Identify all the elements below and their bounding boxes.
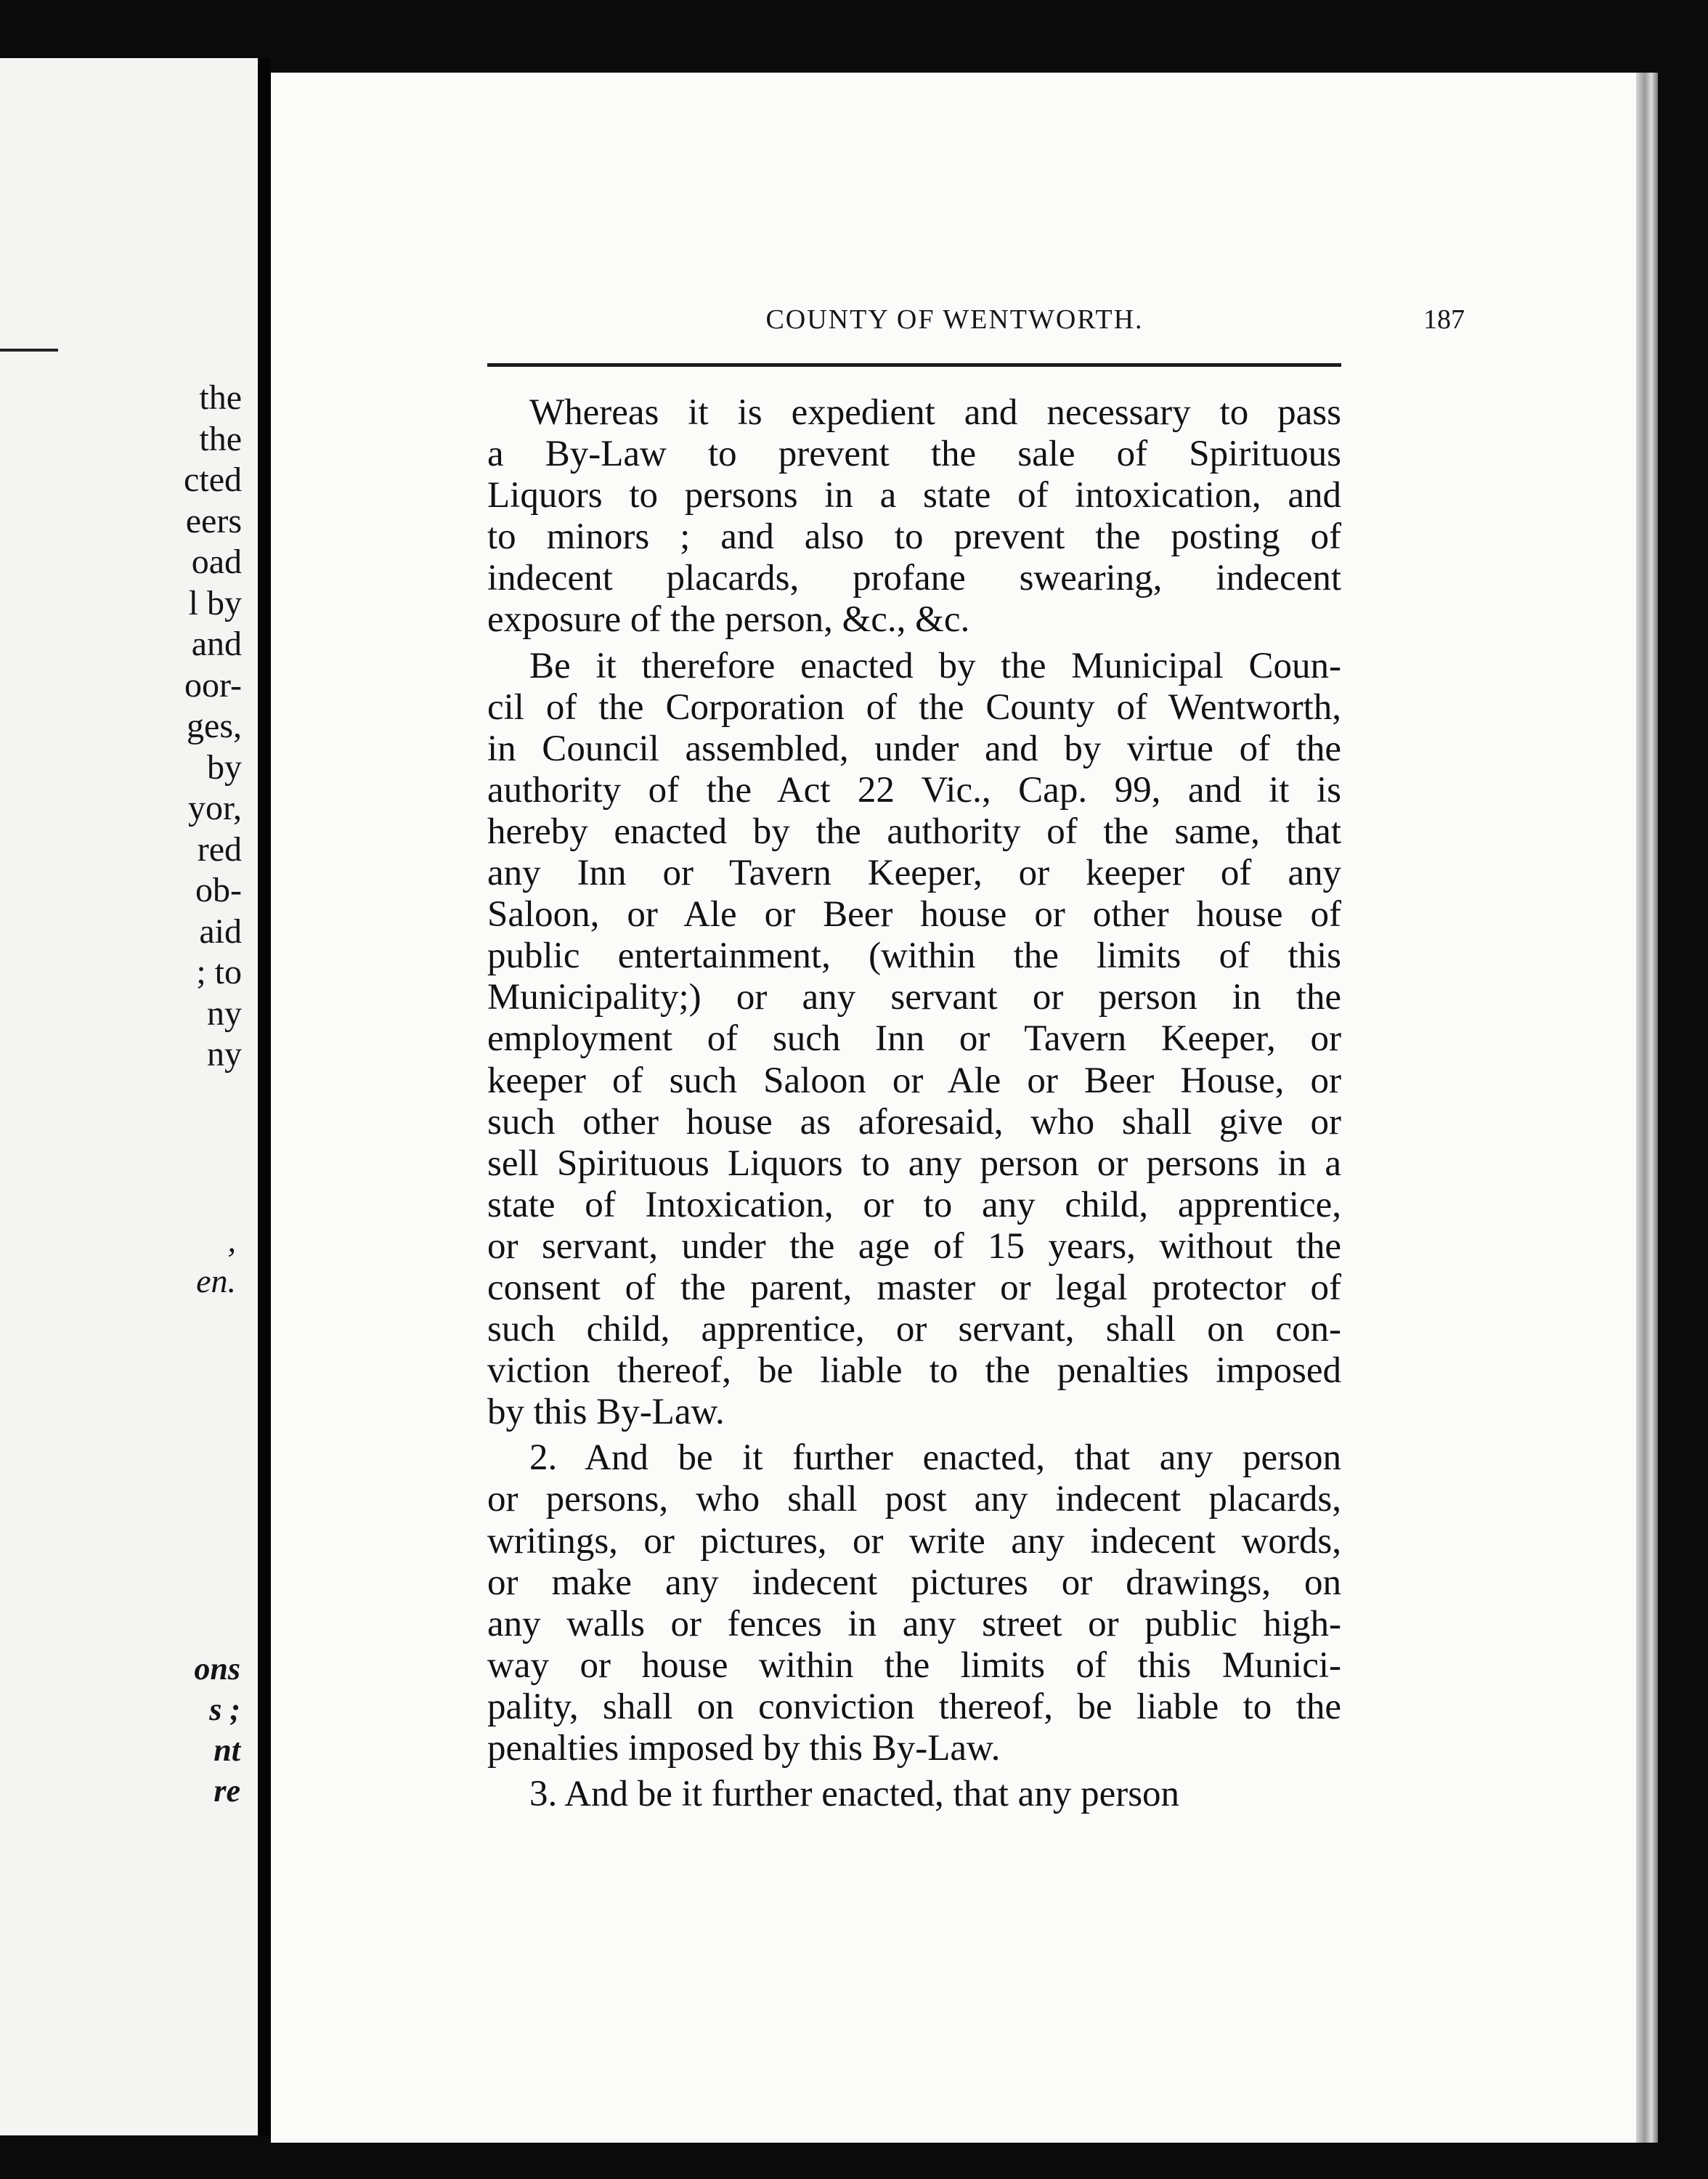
text-line: way or house within the limits of this Munici- [487,1644,1341,1686]
paragraph [487,646,1341,1434]
text-line: by this By-Law. [487,1392,725,1433]
running-head: COUNTY OF WENTWORTH. [765,304,1144,335]
left-page-italic-fragment: s ; [209,1692,240,1727]
text-line: Municipality;) or any servant or person in the [487,977,1341,1018]
header-rule [487,363,1341,367]
text-line: or make any indecent pictures or drawings, on [487,1562,1341,1603]
text-line: in Council assembled, under and by virtue of the [487,728,1341,769]
left-page-line-fragment: by [207,747,242,787]
left-page-text-fragments [184,378,242,1076]
text-line: keeper of such Saloon or Ale or Beer House, or [487,1060,1341,1101]
left-page-italic-fragment: ons [194,1651,240,1687]
body-text [487,392,1341,1815]
text-line: employment of such Inn or Tavern Keeper, or [487,1018,1341,1060]
left-page-italic-fragment: re [214,1773,240,1809]
left-page-italic-fragment: nt [214,1732,240,1768]
text-line: or persons, who shall post any indecent placards, [487,1479,1341,1520]
text-line: hereby enacted by the authority of the same, that [487,811,1341,852]
text-line: Whereas it is expedient and necessary to pass [529,392,1341,433]
text-line: viction thereof, be liable to the penalties imposed [487,1350,1341,1392]
page-edge [1636,73,1658,2143]
right-page [271,73,1639,2143]
left-page-line-fragment: l by [188,583,242,622]
text-line: Saloon, or Ale or Beer house or other house of [487,894,1341,936]
left-page-signature-fragment: , [227,1222,236,1259]
left-page-line-fragment: ny [207,1035,242,1074]
paragraph [487,1774,1341,1815]
page-number: 187 [1423,304,1465,335]
left-page-line-fragment: cted [184,460,242,499]
text-line: Be it therefore enacted by the Municipal Coun- [529,645,1341,686]
left-page-line-fragment: ges, [187,707,242,745]
left-page-line-fragment: the [199,419,242,458]
text-line: public entertainment, (within the limits of this [487,936,1341,977]
text-line: such child, apprentice, or servant, shall on con- [487,1309,1341,1350]
text-line: sell Spirituous Liquors to any person or persons in a [487,1143,1341,1184]
text-line: consent of the parent, master or legal protector of [487,1267,1341,1308]
text-line: penalties imposed by this By-Law. [487,1728,1001,1769]
left-page-line-fragment: ; to [196,953,242,991]
left-page-line-fragment: aid [199,912,242,951]
paragraph [487,392,1341,641]
left-page-line-fragment: oor- [184,665,242,705]
text-line: cil of the Corporation of the County of Wentworth, [487,686,1341,728]
text-line: indecent placards, profane swearing, indecent [487,558,1341,599]
left-facing-page [0,58,258,2135]
left-page-signature-fragments [196,1220,236,1302]
paragraph [487,1437,1341,1769]
page-header [477,299,1566,350]
left-page-line-fragment: ny [207,994,242,1033]
text-line: pality, shall on conviction thereof, be liable to the [487,1686,1341,1727]
left-page-line-fragment: ob- [195,871,242,909]
text-line: or servant, under the age of 15 years, without the [487,1225,1341,1267]
text-line: exposure of the person, &c., &c. [487,599,970,641]
left-page-italic-fragments [194,1649,240,1811]
text-line: such other house as aforesaid, who shall give or [487,1101,1341,1143]
text-line: 2. And be it further enacted, that any person [529,1437,1341,1479]
left-page-rule [0,349,58,352]
left-page-line-fragment: eers [185,501,242,540]
text-line: state of Intoxication, or to any child, apprentice, [487,1184,1341,1225]
text-line: to minors ; and also to prevent the posting of [487,516,1341,558]
text-line: any Inn or Tavern Keeper, or keeper of any [487,853,1341,894]
text-line: writings, or pictures, or write any indecent words, [487,1520,1341,1562]
book-gutter [258,58,271,2135]
left-page-line-fragment: red [197,829,242,869]
text-line: Liquors to persons in a state of intoxication, and [487,475,1341,516]
left-page-line-fragment: oad [191,543,242,581]
left-page-signature-fragment: en. [196,1262,236,1299]
text-line: 3. And be it further enacted, that any person [529,1774,1180,1815]
text-line: a By-Law to prevent the sale of Spirituous [487,434,1341,475]
text-line: any walls or fences in any street or public high- [487,1603,1341,1644]
left-page-line-fragment: the [199,378,242,417]
left-page-line-fragment: yor, [187,789,242,827]
left-page-line-fragment: and [191,625,242,663]
text-line: authority of the Act 22 Vic., Cap. 99, and it is [487,769,1341,811]
